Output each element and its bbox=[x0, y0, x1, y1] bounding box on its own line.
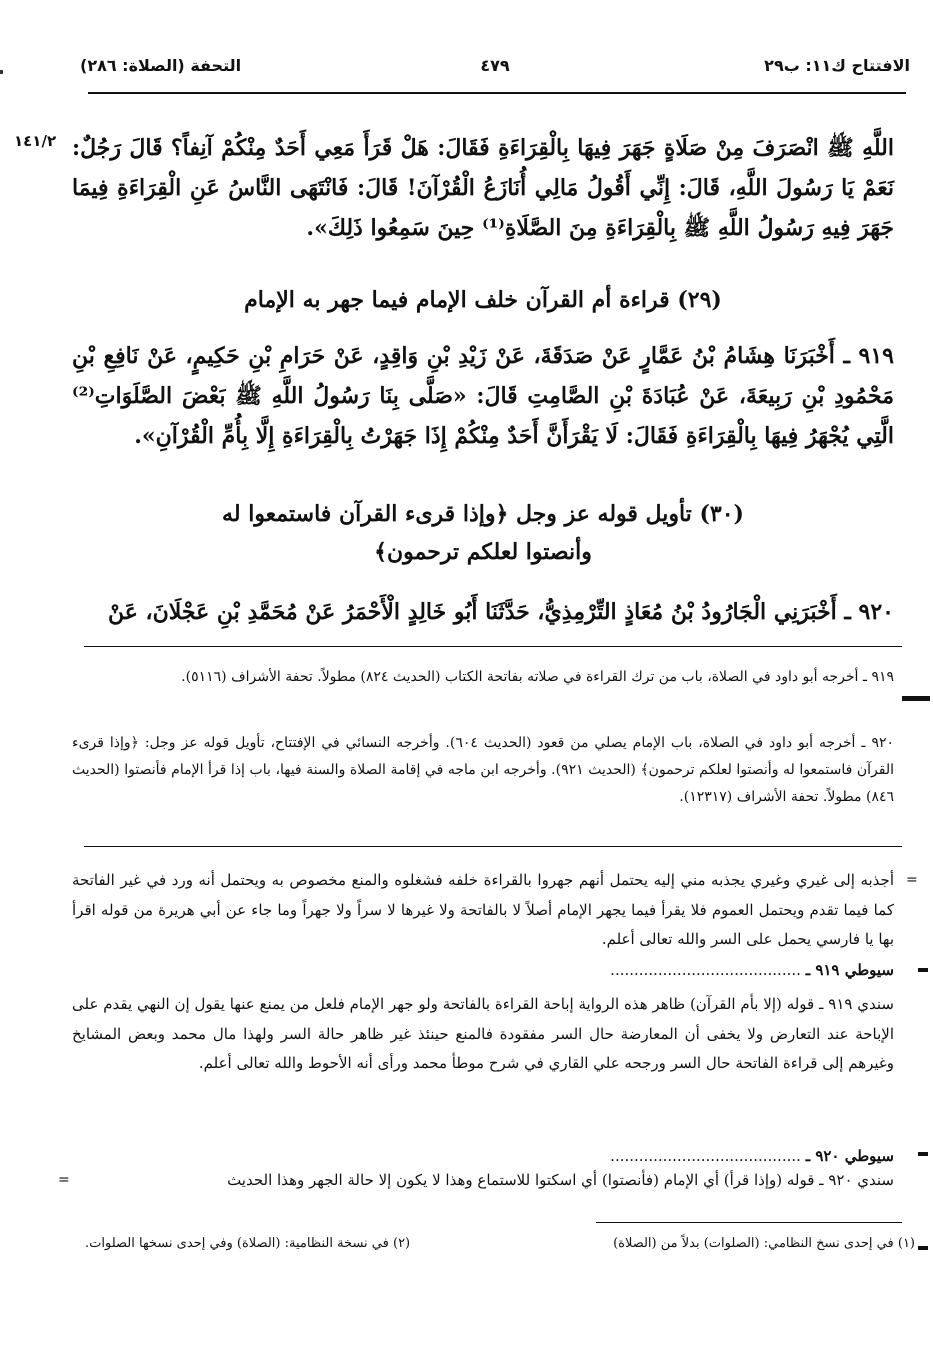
sindi-920: سندي ٩٢٠ ـ قوله (وإذا قرأ) أي الإمام (فأنصتوا) أي اسكتوا للاستماع وهذا لا يكون إلا حالة الجهر وهذا الحديث bbox=[227, 1171, 894, 1189]
commentary-intro: أجذبه إلى غيري وغيري يجذبه مني إليه يحتمل أنهم جهروا بالقراءة خلفه فشغلوه والمنع مخصوص به ويحتمل أنه ورد في غير الفاتحة كما فيما تقدم ويحتمل العموم فلا يقرأ فيما يجهر الإمام أصلاً لا بالفاتحة ولا غيرها لا سراً ولا جهراً وما جاء عن أبي هريرة من قوله اقرأ بها يا فارسي يحمل على السر والله تعالى أعلم. bbox=[72, 871, 894, 948]
hadith-920: ٩٢٠ ـ أَخْبَرَنِي الْجَارُودُ بْنُ مُعَاذٍ التِّرْمِذِيُّ، حَدَّثَنَا أَبُو خَالِدٍ الْأَحْمَرُ عَنْ مُحَمَّدِ بْنِ عَجْلَانَ، عَنْ bbox=[108, 599, 894, 625]
margin-bullet-mark bbox=[918, 968, 928, 972]
margin-hadith-ref: ١٤١/٢ bbox=[14, 132, 57, 150]
page-number: ٤٧٩ bbox=[480, 56, 510, 75]
suyuti-920-label: سيوطي ٩٢٠ ـ bbox=[805, 1147, 894, 1165]
continuation-equals-mark: = bbox=[906, 872, 918, 888]
margin-bullet-mark bbox=[918, 1152, 928, 1156]
continuation-equals-mark: = bbox=[58, 1172, 70, 1188]
sindi-919: سندي ٩١٩ ـ قوله (إلا بأم القرآن) ظاهر هذه الرواية إباحة القراءة بالفاتحة ولو جهر الإمام فلعل من يمنع عنها يقول إن النهي يقدم على الإباحة عند التعارض ولا يخفى أن المعارضة حال السر مفقودة فالمنع حينئذ غير ظاهر حالة السر ولهذا مال محمد وبعض المشايخ وغيرهم إلى قراءة الفاتحة حال السر ورجحه علي القاري في شرح موطأ محمد ورأى أنه الأحوط والله تعالى أعلم. bbox=[72, 995, 894, 1072]
page-header bbox=[80, 52, 910, 82]
chapter-heading-29: (٢٩) قراءة أم القرآن خلف الإمام فيما جهر به الإمام bbox=[244, 287, 722, 313]
suyuti-919-label: سيوطي ٩١٩ ـ bbox=[805, 961, 894, 979]
margin-bullet-mark bbox=[918, 1246, 928, 1250]
header-rule bbox=[88, 92, 906, 94]
footnote-1: (١) في إحدى نسخ النظامي: (الصلوات) بدلاً من (الصلاة) bbox=[613, 1236, 915, 1251]
commentary-rule bbox=[84, 846, 902, 847]
takhrij-rule bbox=[84, 646, 902, 647]
page-footnotes bbox=[85, 1236, 915, 1260]
hadith-text-continued: اللَّهِ ﷺ انْصَرَفَ مِنْ صَلَاةٍ جَهَرَ فِيهَا بِالْقِرَاءَةِ فَقَالَ: هَلْ قَرَأَ مَعِي أَحَدٌ مِنْكُمْ آنِفاً؟ قَالَ رَجُلٌ: نَعَمْ يَا رَسُولَ اللَّهِ، قَالَ: إِنِّي أَقُولُ مَالِي أُنَازَعُ الْقُرْآنَ! قَالَ: فَانْتَهَى النَّاسُ عَنِ الْقِرَاءَةِ فِيمَا جَهَرَ فِيهِ رَسُولُ اللَّهِ ﷺ بِالْقِرَاءَةِ مِنَ الصَّلَاةِ⁽¹⁾ حِينَ سَمِعُوا ذَلِكَ». bbox=[72, 135, 894, 241]
suyuti-919-dots: ........................................ bbox=[610, 961, 801, 979]
chapter-heading-30-line1: (٣٠) تأويل قوله عز وجل ﴿وإذا قرىء القرآن فاستمعوا له bbox=[222, 501, 744, 527]
footnote-2: (٢) في نسخة النظامية: (الصلاة) وفي إحدى نسخها الصلوات. bbox=[85, 1236, 411, 1251]
suyuti-919-line bbox=[72, 956, 894, 986]
chapter-heading-30-line2: وأنصتوا لعلكم ترحمون﴾ bbox=[374, 539, 592, 565]
header-tuhfa-ref: التحفة (الصلاة: ٢٨٦) bbox=[80, 56, 242, 75]
header-chapter: الافتتاح ك١١: ب٢٩ bbox=[764, 56, 910, 75]
takhrij-919: ٩١٩ ـ أخرجه أبو داود في الصلاة، باب من ترك القراءة في صلاته بفاتحة الكتاب (الحديث ٨٢٤) مطولاً. تحفة الأشراف (٥١١٦). bbox=[181, 669, 894, 685]
hadith-919: ٩١٩ ـ أَخْبَرَنَا هِشَامُ بْنُ عَمَّارٍ عَنْ صَدَقَةَ، عَنْ زَيْدِ بْنِ وَاقِدٍ، عَنْ حَرَامِ بْنِ حَكِيمٍ، عَنْ نَافِعِ بْنِ مَحْمُودِ بْنِ رَبِيعَةَ، عَنْ عُبَادَةَ بْنِ الصَّامِتِ قَالَ: «صَلَّى بِنَا رَسُولُ اللَّهِ ﷺ بَعْضَ الصَّلَوَاتِ⁽²⁾ الَّتِي يُجْهَرُ فِيهَا بِالْقِرَاءَةِ فَقَالَ: لَا يَقْرَأَنَّ أَحَدٌ مِنْكُمْ إِذَا جَهَرْتُ بِالْقِرَاءَةِ إِلَّا بِأُمِّ الْقُرْآنِ». bbox=[72, 343, 894, 449]
takhrij-920: ٩٢٠ ـ أخرجه أبو داود في الصلاة، باب الإمام يصلي من قعود (الحديث ٦٠٤). وأخرجه النسائي في الإفتتاح، تأويل قوله عز وجل: ﴿وإذا قرىء القرآن فاستمعوا له وأنصتوا لعلكم ترحمون﴾ (الحديث ٩٢١). وأخرجه ابن ماجه في إقامة الصلاة والسنة فيها، باب إذا قرأ الإمام فأنصتوا (الحديث ٨٤٦) مطولاً. تحفة الأشراف (١٢٣١٧). bbox=[72, 735, 894, 805]
footnote-rule bbox=[596, 1222, 902, 1223]
suyuti-920-dots: ........................................ bbox=[610, 1147, 801, 1165]
margin-bullet-mark bbox=[902, 696, 930, 701]
scan-edge-mark bbox=[0, 70, 3, 74]
